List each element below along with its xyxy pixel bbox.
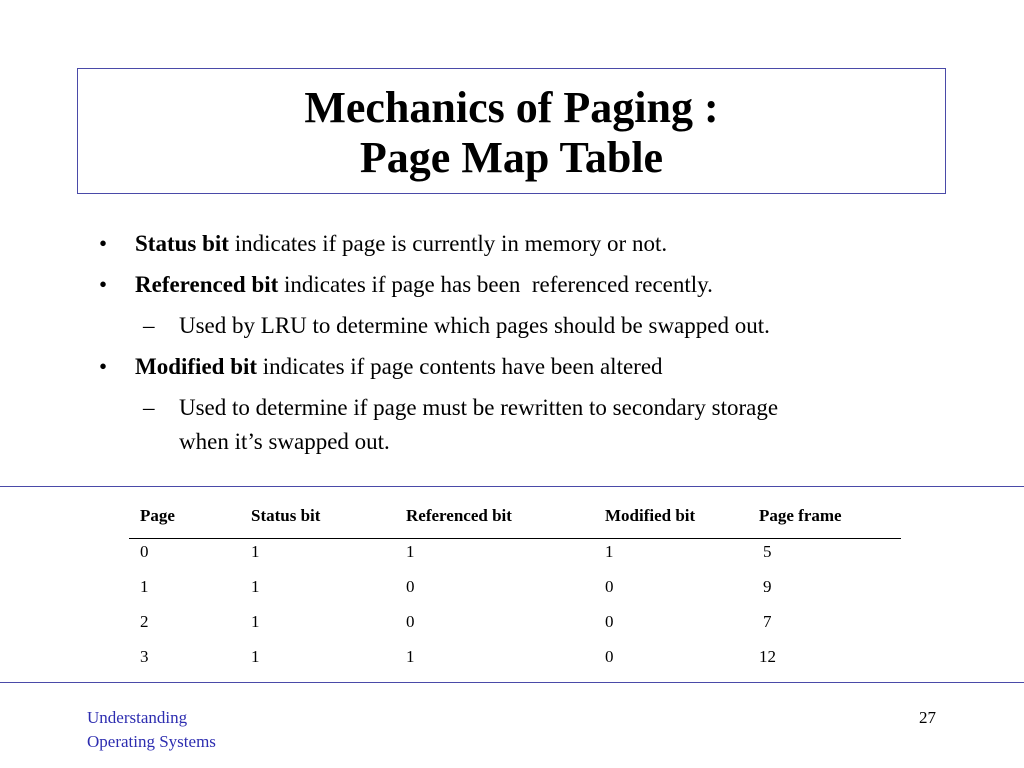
cell-page-frame: 12: [759, 647, 776, 666]
sub-bullet-text-block: [179, 394, 939, 456]
header-status-bit: Status bit: [251, 506, 321, 525]
header-page-frame: Page frame: [759, 506, 842, 525]
bullet-marker: •: [99, 231, 108, 256]
cell-page-frame: 9: [763, 577, 772, 596]
title-box: [77, 68, 946, 194]
bullet-text: indicates if page contents have been altered: [257, 354, 663, 379]
sub-bullet-marker: –: [143, 395, 155, 420]
table-row: [129, 607, 901, 637]
term-modified-bit: Modified bit: [135, 354, 258, 379]
slide-number: 27: [919, 708, 936, 727]
term-status-bit: Status bit: [135, 231, 229, 256]
bullet-marker: •: [99, 354, 108, 379]
footer-rule: [0, 682, 1024, 683]
bullet-marker: •: [99, 272, 108, 297]
slide-title-line-2: Page Map Table: [359, 133, 664, 182]
cell-modified-bit: 0: [605, 612, 614, 631]
cell-status-bit: 1: [251, 647, 260, 666]
table-top-rule: [0, 486, 1024, 487]
slide-title-line-1: Mechanics of Paging :: [304, 83, 719, 132]
cell-page-frame: 7: [763, 612, 772, 631]
footer-course-title: [87, 706, 216, 754]
cell-page: 3: [140, 647, 149, 666]
table-header-row: [129, 501, 901, 531]
cell-status-bit: 1: [251, 612, 260, 631]
sub-bullet-marker: –: [143, 313, 155, 338]
cell-modified-bit: 1: [605, 542, 614, 561]
cell-page-frame: 5: [763, 542, 772, 561]
table-row: [129, 572, 901, 602]
cell-page: 0: [140, 542, 149, 561]
header-referenced-bit: Referenced bit: [406, 506, 512, 525]
header-page: Page: [140, 506, 175, 525]
table-row: [129, 642, 901, 672]
cell-status-bit: 1: [251, 542, 260, 561]
cell-status-bit: 1: [251, 577, 260, 596]
bullet-text: indicates if page is currently in memory or not.: [228, 231, 668, 256]
term-referenced-bit: Referenced bit: [135, 272, 279, 297]
sub-bullet-text: Used by LRU to determine which pages should be swapped out.: [179, 313, 770, 338]
cell-referenced-bit: 0: [406, 612, 415, 631]
footer-course-line-2: Operating Systems: [87, 732, 216, 751]
bullet-text: indicates if page has been referenced recently.: [278, 272, 713, 297]
cell-modified-bit: 0: [605, 577, 614, 596]
table-row: [129, 537, 901, 567]
header-modified-bit: Modified bit: [605, 506, 696, 525]
cell-page: 2: [140, 612, 149, 631]
footer-course-line-1: Understanding: [87, 708, 188, 727]
cell-referenced-bit: 1: [406, 542, 415, 561]
cell-referenced-bit: 0: [406, 577, 415, 596]
sub-bullet-text-line-2: when it’s swapped out.: [179, 429, 390, 454]
sub-bullet-text-line-1: Used to determine if page must be rewritten to secondary storage: [179, 395, 779, 420]
cell-modified-bit: 0: [605, 647, 614, 666]
cell-referenced-bit: 1: [406, 647, 415, 666]
cell-page: 1: [140, 577, 149, 596]
